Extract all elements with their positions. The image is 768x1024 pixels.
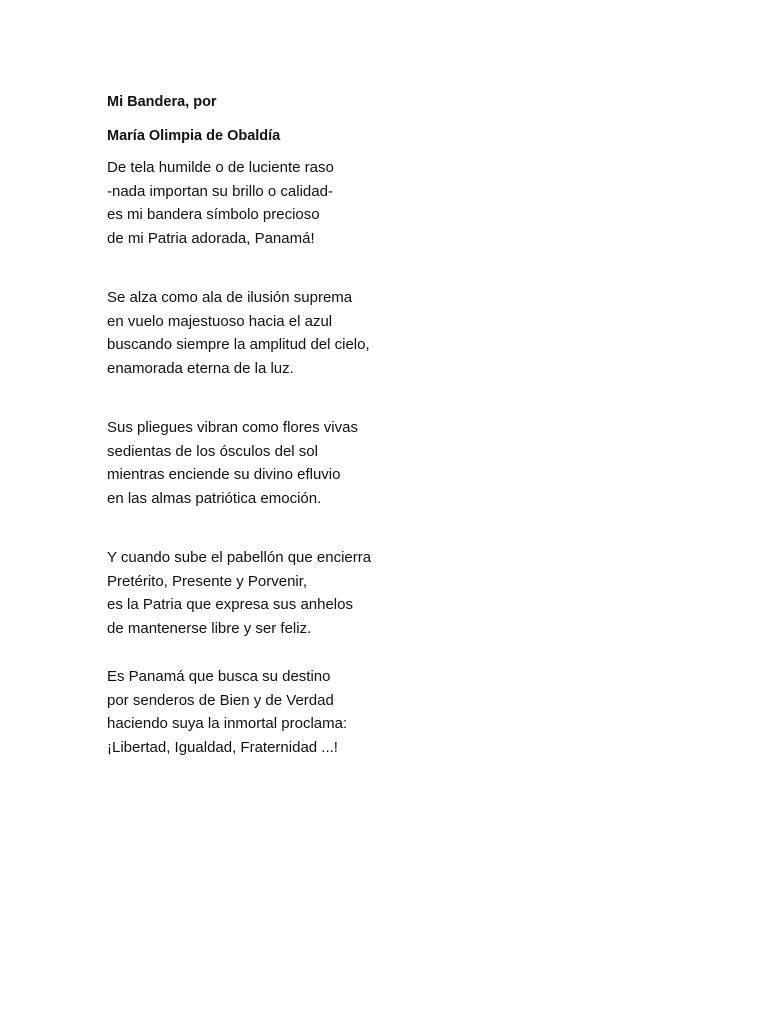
verse-line: Pretérito, Presente y Porvenir, [107,572,308,590]
verse-line: es mi bandera símbolo precioso [107,206,320,223]
poem [107,92,707,759]
verse-line: buscando siempre la amplitud del cielo, [107,336,370,353]
verse-line: Es Panamá que busca su destino [107,668,331,685]
verse-line: haciendo suya la inmortal proclama: [107,715,348,732]
verse-line: en las almas patriótica emoción. [107,489,322,507]
stanza-2 [107,286,707,380]
stanza-4 [107,546,707,640]
verse-line: de mi Patria adorada, Panamá! [107,229,315,247]
verse-line: Se alza como ala de ilusión suprema [107,289,353,306]
verse-line: Y cuando sube el pabellón que encierra [107,549,372,566]
verse-line: Sus pliegues vibran como flores vivas [107,419,358,436]
verse-line: ¡Libertad, Igualdad, Fraternidad ...! [107,738,338,756]
verse-line: de mantenerse libre y ser feliz. [107,619,312,637]
stanza-1 [107,156,707,250]
verse-line: -nada importan su brillo o calidad- [107,182,333,200]
verse-line: enamorada eterna de la luz. [107,359,294,377]
stanza-3 [107,416,707,510]
verse-line: por senderos de Bien y de Verdad [107,691,334,709]
stanza-5 [107,665,707,759]
verse-line: en vuelo majestuoso hacia el azul [107,312,333,330]
poem-author: María Olimpia de Obaldía [107,128,281,144]
poem-title: Mi Bandera, por [107,94,217,110]
verse-line: es la Patria que expresa sus anhelos [107,596,353,613]
verse-line: sedientas de los ósculos del sol [107,442,318,460]
verse-line: mientras enciende su divino efluvio [107,466,341,483]
verse-line: De tela humilde o de luciente raso [107,159,334,176]
